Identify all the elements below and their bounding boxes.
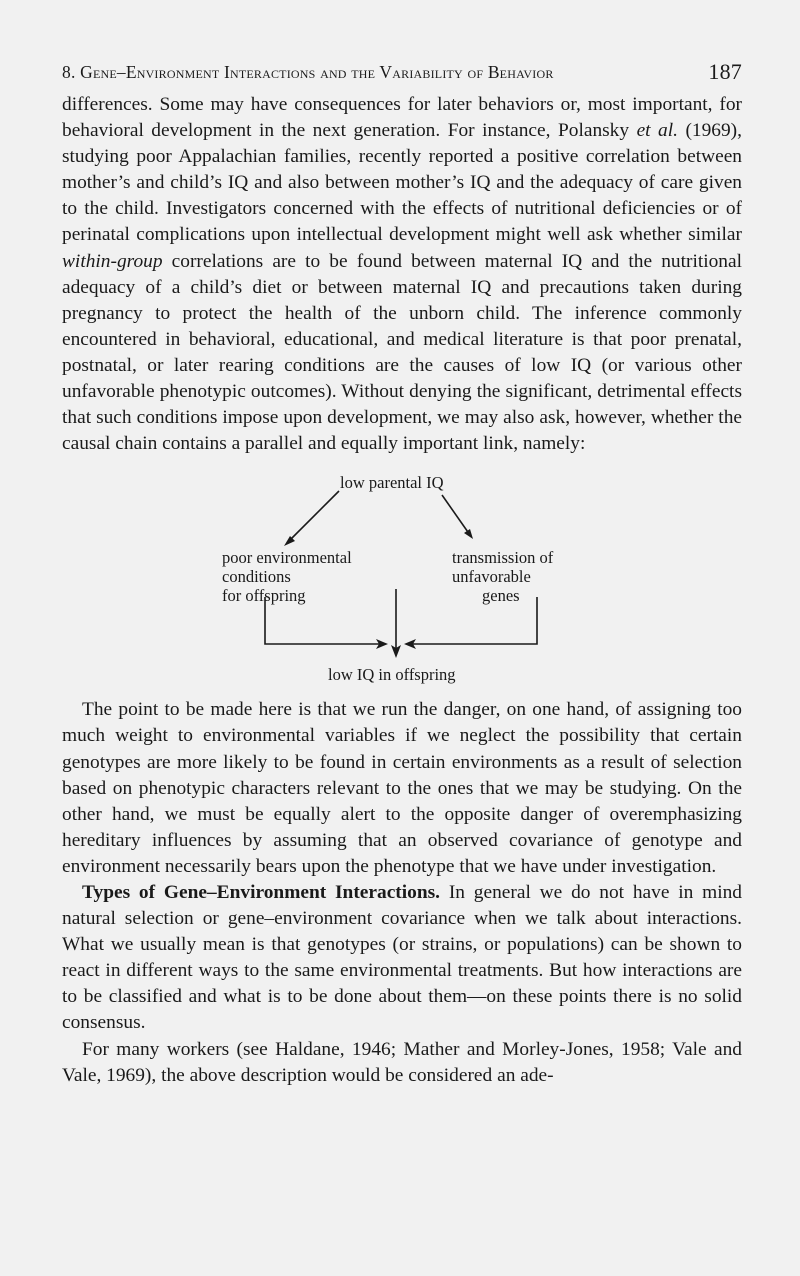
diagram-right-line-2: unfavorable	[452, 567, 531, 587]
paragraph-1-part-3: correlations are to be found between maternal IQ and the nutritional adequacy of a child’s diet or between maternal IQ and precautions taken during pregnancy to protect the health of the unborn child. The inference commonly encountered in behavioral, educational, and medical literature is that poor prenatal, postnatal, or later rearing conditions are the causes of low IQ (or various other unfavorable phenotypic outcomes). Without denying the significant, detrimental effects that such conditions impose upon development, we may also ask, however, whether the causal chain contains a parallel and equally important link, namely:	[62, 250, 742, 455]
body-text	[62, 92, 742, 1089]
diagram-top-label: low parental IQ	[340, 473, 444, 493]
paragraph-1-part-1: differences. Some may have consequences for later behaviors or, most important, for behavioral development in the next generation. For instance, Polansky	[62, 94, 742, 142]
paragraph-1-part-2: (1969), studying poor Appalachian families, recently reported a positive correlation between mother’s and child’s IQ and also between mother’s IQ and the adequacy of care given to the child. Investigators concerned with the effects of nutritional deficiencies or of perinatal complications upon intellectual development might well ask whether similar	[62, 120, 742, 246]
causal-chain-diagram	[62, 457, 742, 697]
paragraph-3	[62, 880, 742, 1037]
diagram-right-line-3: genes	[482, 586, 520, 606]
page-number: 187	[708, 59, 742, 84]
arrowhead-genes	[464, 529, 473, 539]
diagram-bottom-label: low IQ in offspring	[328, 665, 456, 685]
diagram-connectors	[62, 457, 742, 697]
arrow-to-environment	[287, 491, 339, 543]
diagram-left-line-2: conditions	[222, 567, 291, 587]
section-heading: Types of Gene–Environment Interactions.	[82, 881, 441, 903]
diagram-left-line-1: poor environmental	[222, 548, 352, 568]
paragraph-2: The point to be made here is that we run the danger, on one hand, of assigning too much weight to environmental variables if we neglect the possibility that certain genotypes are more likely to be found in certain environments as a result of selection based on phenotypic characters relevant to the ones that we may be studying. On the other hand, we must be equally alert to the opposite danger of overemphasizing hereditary influences by assuming that an observed covariance of genotype and environment necessarily bears upon the phenotype that we have under investigation.	[62, 699, 742, 877]
arrow-to-genes	[442, 495, 470, 535]
paragraph-3-text: In general we do not have in mind natural selection or gene–environment covariance when we talk about interactions. What we usually mean is that genotypes (or strains, or populations) can be shown to react in different ways to the same environmental treatments. But how interactions are to be classified and what is to be done about them—on these points there is no solid consensus.	[62, 881, 742, 1034]
running-title: 8. Gene–Environment Interactions and the Variability of Behavior	[62, 62, 554, 82]
et-al: et al.	[636, 120, 678, 142]
paragraph-1	[62, 92, 742, 457]
within-group-emphasis: within-group	[62, 250, 163, 272]
lower-text	[62, 697, 742, 1088]
diagram-left-line-3: for offspring	[222, 586, 306, 606]
running-header	[62, 59, 742, 84]
paragraph-4: For many workers (see Haldane, 1946; Mather and Morley-Jones, 1958; Vale and Vale, 1969), the above description would be considered an ade-	[62, 1038, 742, 1086]
diagram-right-line-1: transmission of	[452, 548, 554, 568]
